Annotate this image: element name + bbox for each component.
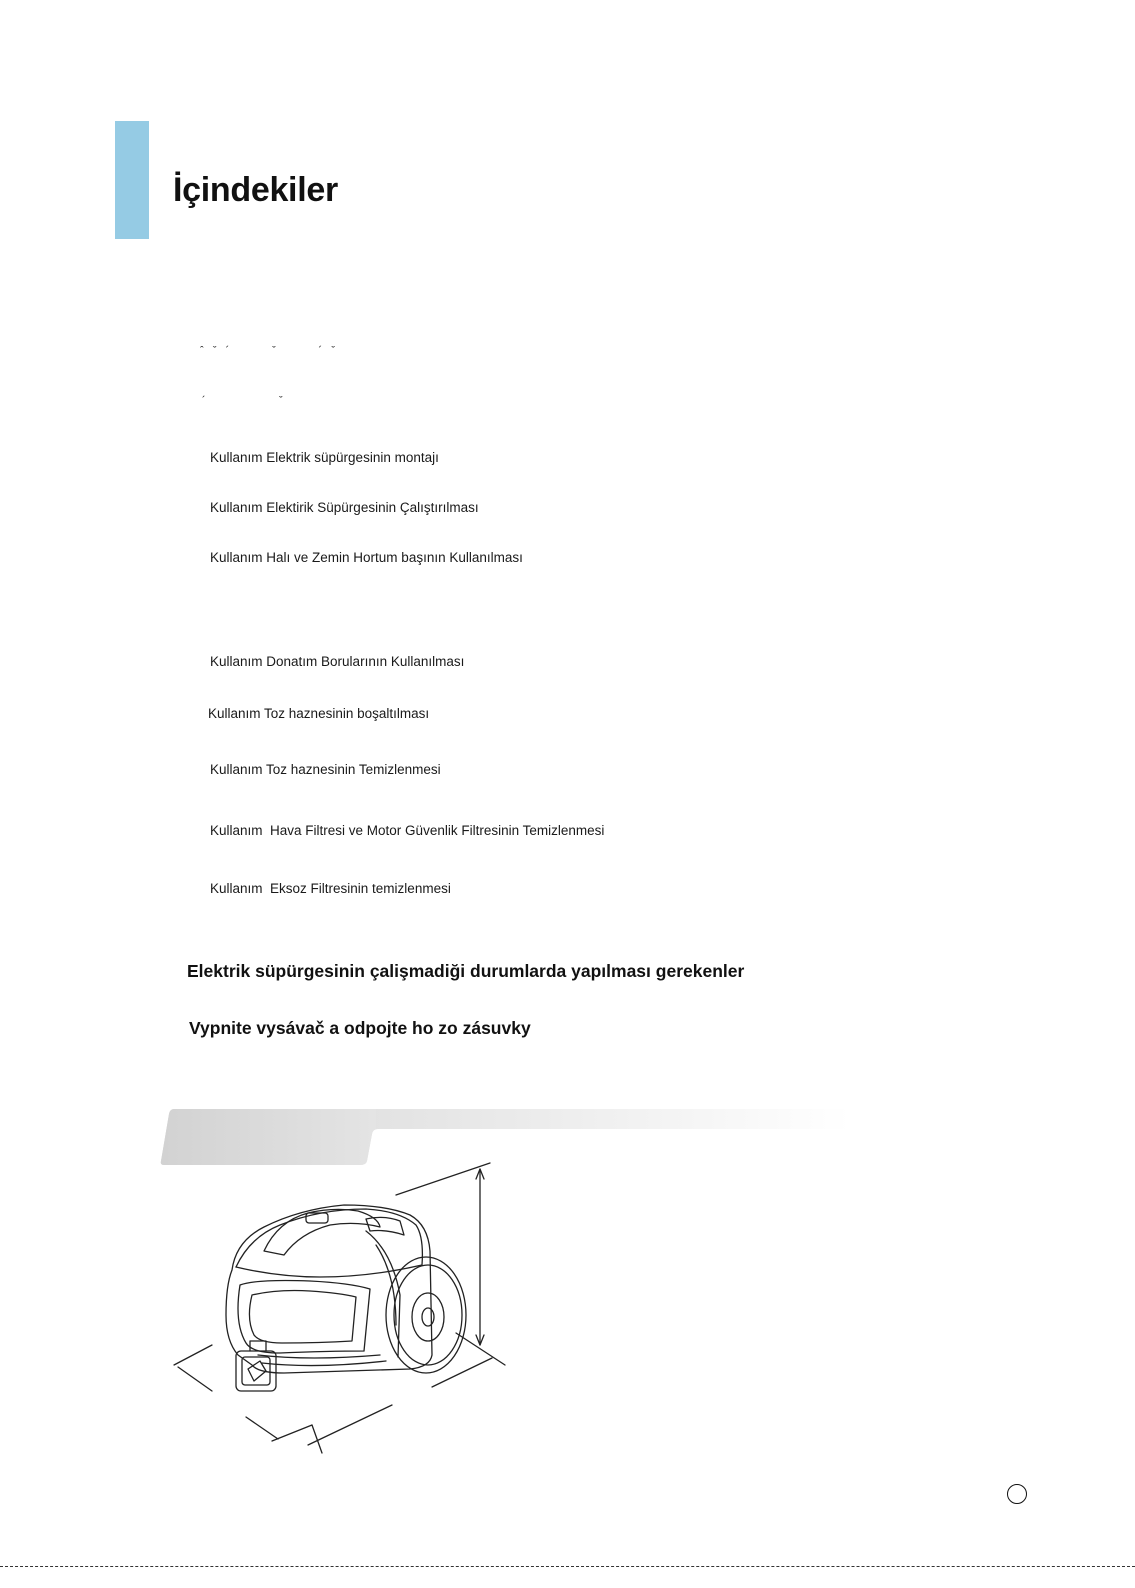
toc-item-accessory-tools[interactable]: Kullanım Donatım Borularının Kullanılması xyxy=(210,654,465,669)
toc-item-assembly[interactable]: Kullanım Elektrik süpürgesinin montajı xyxy=(210,450,439,465)
toc-item-cleaning-dust-bin[interactable]: Kullanım Toz haznesinin Temizlenmesi xyxy=(210,762,441,777)
title-accent-bar xyxy=(115,121,149,239)
page-number-circle xyxy=(1007,1484,1027,1504)
page-bottom-rule xyxy=(0,1566,1135,1567)
glyph-row: ˆ ˇ ´ ˇ ´ ˇ xyxy=(200,345,336,357)
toc-heading-unplug[interactable]: Vypnite vysávač a odpojte ho zo zásuvky xyxy=(189,1018,531,1038)
toc-item-floor-nozzle[interactable]: Kullanım Halı ve Zemin Hortum başının Kullanılması xyxy=(210,550,523,565)
toc-item-air-filter[interactable]: Kullanım Hava Filtresi ve Motor Güvenlik Filtresinin Temizlenmesi xyxy=(210,823,605,838)
toc-item-exhaust-filter[interactable]: Kullanım Eksoz Filtresinin temizlenmesi xyxy=(210,881,451,896)
vacuum-cleaner-illustration xyxy=(160,1155,530,1465)
toc-item-operation[interactable]: Kullanım Elektirik Süpürgesinin Çalıştırılması xyxy=(210,500,479,515)
glyph-row: ´ ˇ xyxy=(202,395,283,407)
toc-heading-troubleshooting[interactable]: Elektrik süpürgesinin çalişmadiği durumlarda yapılması gerekenler xyxy=(187,961,745,981)
toc-item-emptying-dust-bin[interactable]: Kullanım Toz haznesinin boşaltılması xyxy=(208,706,430,721)
page-title: İçindekiler xyxy=(173,171,338,209)
